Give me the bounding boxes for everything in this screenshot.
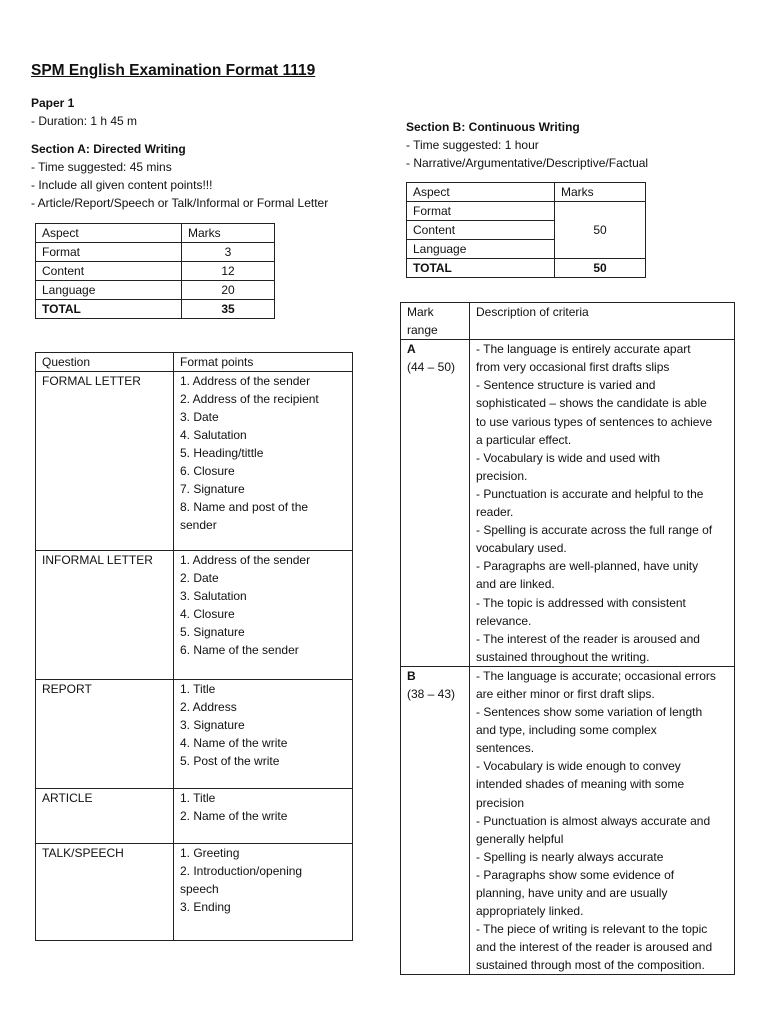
table-row [36, 372, 353, 551]
criteria-line: intended shades of meaning with some [476, 777, 685, 792]
question-cell: INFORMAL LETTER [36, 551, 174, 680]
format-points-cell [174, 680, 353, 789]
header-marks: Marks [182, 224, 275, 243]
table-row [36, 789, 353, 844]
criteria-line: and are linked. [476, 577, 555, 592]
question-cell: TALK/SPEECH [36, 844, 174, 941]
section-b-marks-table [406, 182, 646, 278]
criteria-line: precision [476, 795, 525, 810]
criteria-line: - Punctuation is almost always accurate and [476, 813, 711, 828]
question-cell: ARTICLE [36, 789, 174, 844]
table-row [36, 243, 275, 262]
header-mark-range [401, 303, 470, 340]
criteria-line: - Punctuation is accurate and helpful to the [476, 486, 704, 501]
criteria-line: sustained through most of the composition. [476, 958, 705, 973]
criteria-line: relevance. [476, 613, 532, 628]
criteria-line: precision. [476, 468, 528, 483]
question-cell: REPORT [36, 680, 174, 789]
criteria-line: sophisticated – shows the candidate is able [476, 396, 707, 411]
criteria-line: appropriately linked. [476, 904, 584, 919]
paper-info [31, 94, 137, 130]
format-point: 1. Greeting [180, 846, 240, 860]
format-point: speech [180, 882, 219, 896]
format-point: 3. Signature [180, 718, 245, 732]
grade-cell [401, 666, 470, 975]
criteria-line: and the interest of the reader is aroused and [476, 940, 713, 955]
format-point: 5. Heading/tittle [180, 446, 264, 460]
header-range: range [407, 323, 438, 338]
section-b-line: - Narrative/Argumentative/Descriptive/Factual [406, 156, 649, 170]
table-row [36, 551, 353, 680]
criteria-line: vocabulary used. [476, 541, 567, 556]
table-row [36, 262, 275, 281]
criteria-line: generally helpful [476, 831, 564, 846]
criteria-line: a particular effect. [476, 432, 572, 447]
aspect-cell: Content [407, 221, 555, 240]
question-cell: FORMAL LETTER [36, 372, 174, 551]
format-points-cell [174, 789, 353, 844]
grade-label: A [407, 342, 416, 357]
format-points-table [35, 352, 353, 941]
grade-cell [401, 340, 470, 667]
header-format-points: Format points [174, 353, 353, 372]
page-title: SPM English Examination Format 1119 [31, 62, 316, 79]
format-point: 4. Salutation [180, 428, 247, 442]
format-point: 2. Name of the write [180, 809, 288, 823]
section-a-heading: Section A: Directed Writing [31, 142, 186, 156]
paper-heading: Paper 1 [31, 96, 75, 110]
grade-label: B [407, 668, 416, 683]
section-a-line: - Article/Report/Speech or Talk/Informal or Formal Letter [31, 196, 329, 210]
table-row [401, 340, 735, 667]
header-question: Question [36, 353, 174, 372]
criteria-line: - The language is entirely accurate apart [476, 342, 691, 357]
criteria-line: - The language is accurate; occasional errors [476, 668, 716, 683]
section-b-info [406, 118, 648, 172]
header-marks: Marks [555, 183, 646, 202]
aspect-cell: Content [36, 262, 182, 281]
format-point: 2. Introduction/opening [180, 864, 303, 878]
format-point: 3. Ending [180, 900, 231, 914]
criteria-line: - Sentences show some variation of length [476, 705, 703, 720]
criteria-line: are either minor or first draft slips. [476, 686, 655, 701]
format-point: sender [180, 518, 217, 532]
criteria-line: to use various types of sentences to achieve [476, 414, 713, 429]
section-b-heading: Section B: Continuous Writing [406, 120, 580, 134]
format-point: 1. Title [180, 682, 216, 696]
section-b-line: - Time suggested: 1 hour [406, 138, 539, 152]
table-row [36, 281, 275, 300]
marks-cell: 12 [182, 262, 275, 281]
criteria-line: sustained throughout the writing. [476, 649, 650, 664]
total-value: 50 [555, 259, 646, 278]
criteria-line: - Vocabulary is wide enough to convey [476, 759, 681, 774]
header-aspect: Aspect [407, 183, 555, 202]
aspect-cell: Language [407, 240, 555, 259]
table-row [36, 680, 353, 789]
section-a-info [31, 140, 328, 212]
total-label: TOTAL [36, 300, 182, 319]
paper-duration: - Duration: 1 h 45 m [31, 114, 138, 128]
marks-cell: 20 [182, 281, 275, 300]
criteria-line: planning, have unity and are usually [476, 886, 668, 900]
table-row [36, 844, 353, 941]
aspect-cell: Language [36, 281, 182, 300]
table-row [407, 202, 646, 221]
section-a-line: - Time suggested: 45 mins [31, 160, 172, 174]
criteria-line: - Vocabulary is wide and used with [476, 450, 661, 465]
header-description: Description of criteria [470, 303, 735, 340]
table-row-total [36, 300, 275, 319]
criteria-line: - Spelling is nearly always accurate [476, 849, 664, 864]
format-point: 4. Closure [180, 607, 235, 621]
description-cell [470, 340, 735, 667]
criteria-line: - Spelling is accurate across the full range of [476, 523, 713, 538]
format-points-cell [174, 844, 353, 941]
grade-range: (38 – 43) [407, 686, 456, 701]
criteria-line: - The piece of writing is relevant to the topic [476, 922, 708, 937]
marks-cell: 3 [182, 243, 275, 262]
criteria-line: sentences. [476, 741, 535, 756]
criteria-line: - The interest of the reader is aroused and [476, 631, 700, 646]
criteria-line: from very occasional first drafts slips [476, 360, 670, 375]
total-label: TOTAL [407, 259, 555, 278]
table-row [401, 666, 735, 975]
description-cell [470, 666, 735, 975]
criteria-line: - Sentence structure is varied and [476, 378, 656, 393]
total-value: 35 [182, 300, 275, 319]
grade-range: (44 – 50) [407, 360, 456, 375]
section-a-marks-table [35, 223, 275, 319]
format-point: 6. Name of the sender [180, 643, 299, 657]
header-mark: Mark [407, 305, 434, 319]
format-point: 1. Address of the sender [180, 374, 311, 388]
format-point: 7. Signature [180, 482, 245, 496]
criteria-table [400, 302, 735, 975]
criteria-line: and type, including some complex [476, 723, 657, 738]
format-points-cell [174, 551, 353, 680]
format-point: 3. Date [180, 410, 219, 424]
format-point: 1. Address of the sender [180, 553, 311, 567]
format-point: 2. Address of the recipient [180, 392, 319, 406]
combined-marks-cell: 50 [555, 202, 646, 259]
format-points-cell [174, 372, 353, 551]
criteria-line: - The topic is addressed with consistent [476, 595, 686, 610]
format-point: 8. Name and post of the [180, 500, 309, 514]
header-aspect: Aspect [36, 224, 182, 243]
format-point: 6. Closure [180, 464, 235, 478]
criteria-line: reader. [476, 505, 514, 520]
criteria-line: - Paragraphs are well-planned, have unity [476, 559, 699, 574]
format-point: 2. Date [180, 571, 219, 585]
format-point: 5. Signature [180, 625, 245, 639]
format-point: 4. Name of the write [180, 736, 288, 750]
aspect-cell: Format [36, 243, 182, 262]
format-point: 2. Address [180, 700, 237, 714]
aspect-cell: Format [407, 202, 555, 221]
format-point: 3. Salutation [180, 589, 247, 603]
table-row-total [407, 259, 646, 278]
format-point: 5. Post of the write [180, 754, 280, 768]
format-point: 1. Title [180, 791, 216, 805]
section-a-line: - Include all given content points!!! [31, 178, 213, 192]
criteria-line: - Paragraphs show some evidence of [476, 867, 675, 882]
